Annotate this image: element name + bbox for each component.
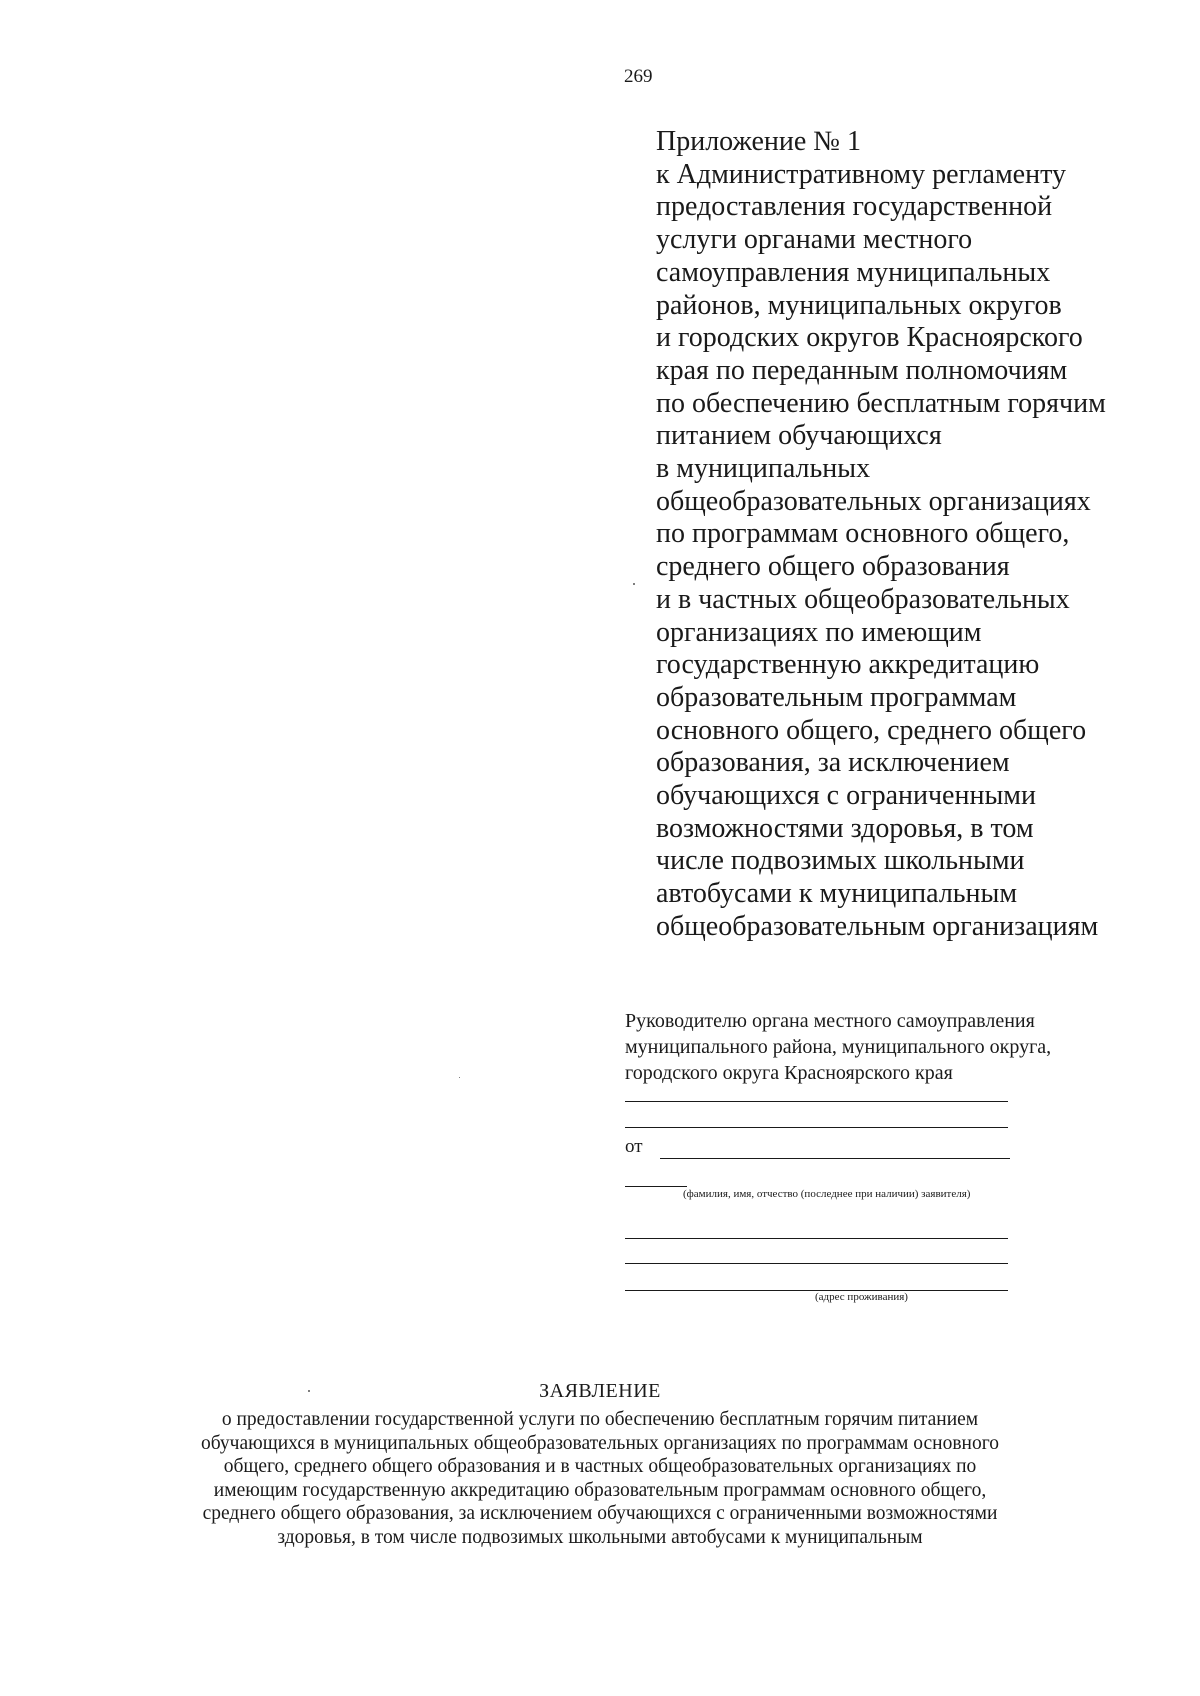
blank-line (625, 1127, 1008, 1128)
appendix-line: услуги органами местного (656, 224, 973, 256)
appendix-line: возможностями здоровья, в том (656, 812, 1034, 844)
from-label: от (625, 1136, 643, 1157)
addressee-line: городского округа Красноярского края (625, 1062, 953, 1084)
scan-speck (633, 583, 635, 585)
appendix-line: районов, муниципальных округов (656, 289, 1062, 321)
address-field (625, 1238, 1008, 1239)
appendix-line: организациях по имеющим (656, 616, 982, 648)
appendix-line: питанием обучающихся (656, 420, 942, 452)
appendix-line: обучающихся с ограниченными (656, 780, 1036, 812)
scan-speck (459, 1077, 460, 1078)
blank-line (625, 1186, 687, 1187)
appendix-line: по программам основного общего, (656, 518, 1070, 550)
statement-line: здоровья, в том числе подвозимых школьными автобусами к муниципальным (277, 1526, 923, 1548)
applicant-name-caption: (фамилия, имя, отчество (последнее при наличии) заявителя) (683, 1188, 971, 1200)
appendix-line: образовательным программам (656, 681, 1017, 713)
appendix-line: по обеспечению бесплатным горячим (656, 387, 1106, 419)
address-field (625, 1263, 1008, 1264)
statement-line: среднего общего образования, за исключением обучающихся с ограниченными возможностями (202, 1503, 998, 1525)
addressee-line: Руководителю органа местного самоуправления (625, 1010, 1035, 1032)
addressee-line: муниципального района, муниципального округа, (625, 1036, 1052, 1058)
statement-line: общего, среднего общего образования и в частных общеобразовательных организациях по (223, 1456, 977, 1478)
appendix-line: к Административному регламенту (656, 158, 1066, 190)
scan-speck (308, 1390, 310, 1392)
appendix-line: края по переданным полномочиям (656, 354, 1068, 386)
appendix-line: государственную аккредитацию (656, 649, 1040, 681)
appendix-heading (656, 126, 1176, 944)
blank-line (625, 1101, 1008, 1102)
statement-line: обучающихся в муниципальных общеобразовательных организациях по программам основного (200, 1432, 1000, 1454)
appendix-line: самоуправления муниципальных (656, 256, 1051, 288)
appendix-line: автобусами к муниципальным (656, 878, 1018, 910)
statement-line: о предоставлении государственной услуги по обеспечению бесплатным горячим питанием (221, 1409, 979, 1430)
statement-line: имеющим государственную аккредитацию образовательным программам основного общего, (213, 1479, 987, 1501)
appendix-line: и в частных общеобразовательных (656, 583, 1070, 615)
statement-subject (150, 1408, 1050, 1550)
appendix-line: основного общего, среднего общего (656, 714, 1087, 746)
appendix-line: среднего общего образования (656, 551, 1010, 583)
appendix-line: общеобразовательным организациям (656, 910, 1099, 942)
appendix-line: образования, за исключением (656, 747, 1010, 779)
appendix-line: числе подвозимых школьными (656, 845, 1025, 877)
address-caption: (адрес проживания) (815, 1291, 908, 1303)
appendix-line: Приложение № 1 (656, 126, 861, 157)
statement-title: ЗАЯВЛЕНИЕ (539, 1380, 661, 1402)
page-number: 269 (624, 66, 653, 87)
appendix-line: предоставления государственной (656, 191, 1053, 223)
appendix-line: общеобразовательных организациях (656, 485, 1091, 517)
addressee-block (625, 1008, 1145, 1086)
appendix-line: и городских округов Красноярского (656, 322, 1083, 354)
applicant-name-field (660, 1158, 1010, 1159)
appendix-line: в муниципальных (656, 453, 871, 485)
